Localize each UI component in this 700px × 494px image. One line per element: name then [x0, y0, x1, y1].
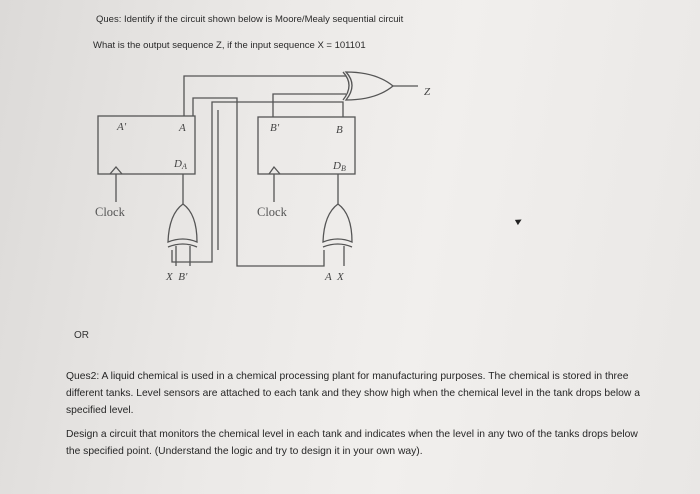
output-z-label: Z: [424, 86, 431, 98]
ff-b-q-label: B: [336, 124, 343, 136]
wire-bprime-to-or: [273, 94, 346, 117]
xor-gate-b: [323, 204, 352, 242]
xor-b-inputs-label: A X: [325, 271, 344, 283]
clock-triangle-a: [110, 167, 122, 174]
clock-a-label: Clock: [95, 205, 125, 219]
ff-a-q-label: A: [179, 122, 186, 134]
question2-p2-line1: Design a circuit that monitors the chemical level in each tank and indicates when the level in any two of the tanks drops below: [66, 429, 638, 440]
question2-p1-line1: Ques2: A liquid chemical is used in a chemical processing plant for manufacturing purposes. The chemical is stored in three: [66, 371, 629, 382]
wire-a-to-or: [184, 76, 346, 116]
question2-p2-line2: the specified point. (Understand the logic and try to design it in your own way).: [66, 446, 423, 457]
or-separator: OR: [74, 330, 89, 341]
clock-triangle-b: [269, 167, 280, 174]
ff-a-qbar-label: A': [117, 121, 127, 133]
or-gate: [346, 72, 393, 100]
ff-b-qbar-label: B': [270, 122, 280, 134]
clock-b-label: Clock: [257, 205, 287, 219]
question2-p1-line3: specified level.: [66, 405, 134, 416]
question1-line2: What is the output sequence Z, if the input sequence X = 101101: [93, 40, 366, 51]
question2-p1-line2: different tanks. Level sensors are attached to each tank and they show high when the chemical level in the tank drops below a: [66, 388, 640, 399]
ff-b-d-label: DB: [333, 160, 346, 173]
xor-a-inputs-label: X B': [166, 271, 188, 283]
ff-a-d-label: DA: [174, 158, 187, 171]
xor-gate-a: [168, 204, 197, 242]
question1-line1: Ques: Identify if the circuit shown below is Moore/Mealy sequential circuit: [96, 14, 404, 25]
